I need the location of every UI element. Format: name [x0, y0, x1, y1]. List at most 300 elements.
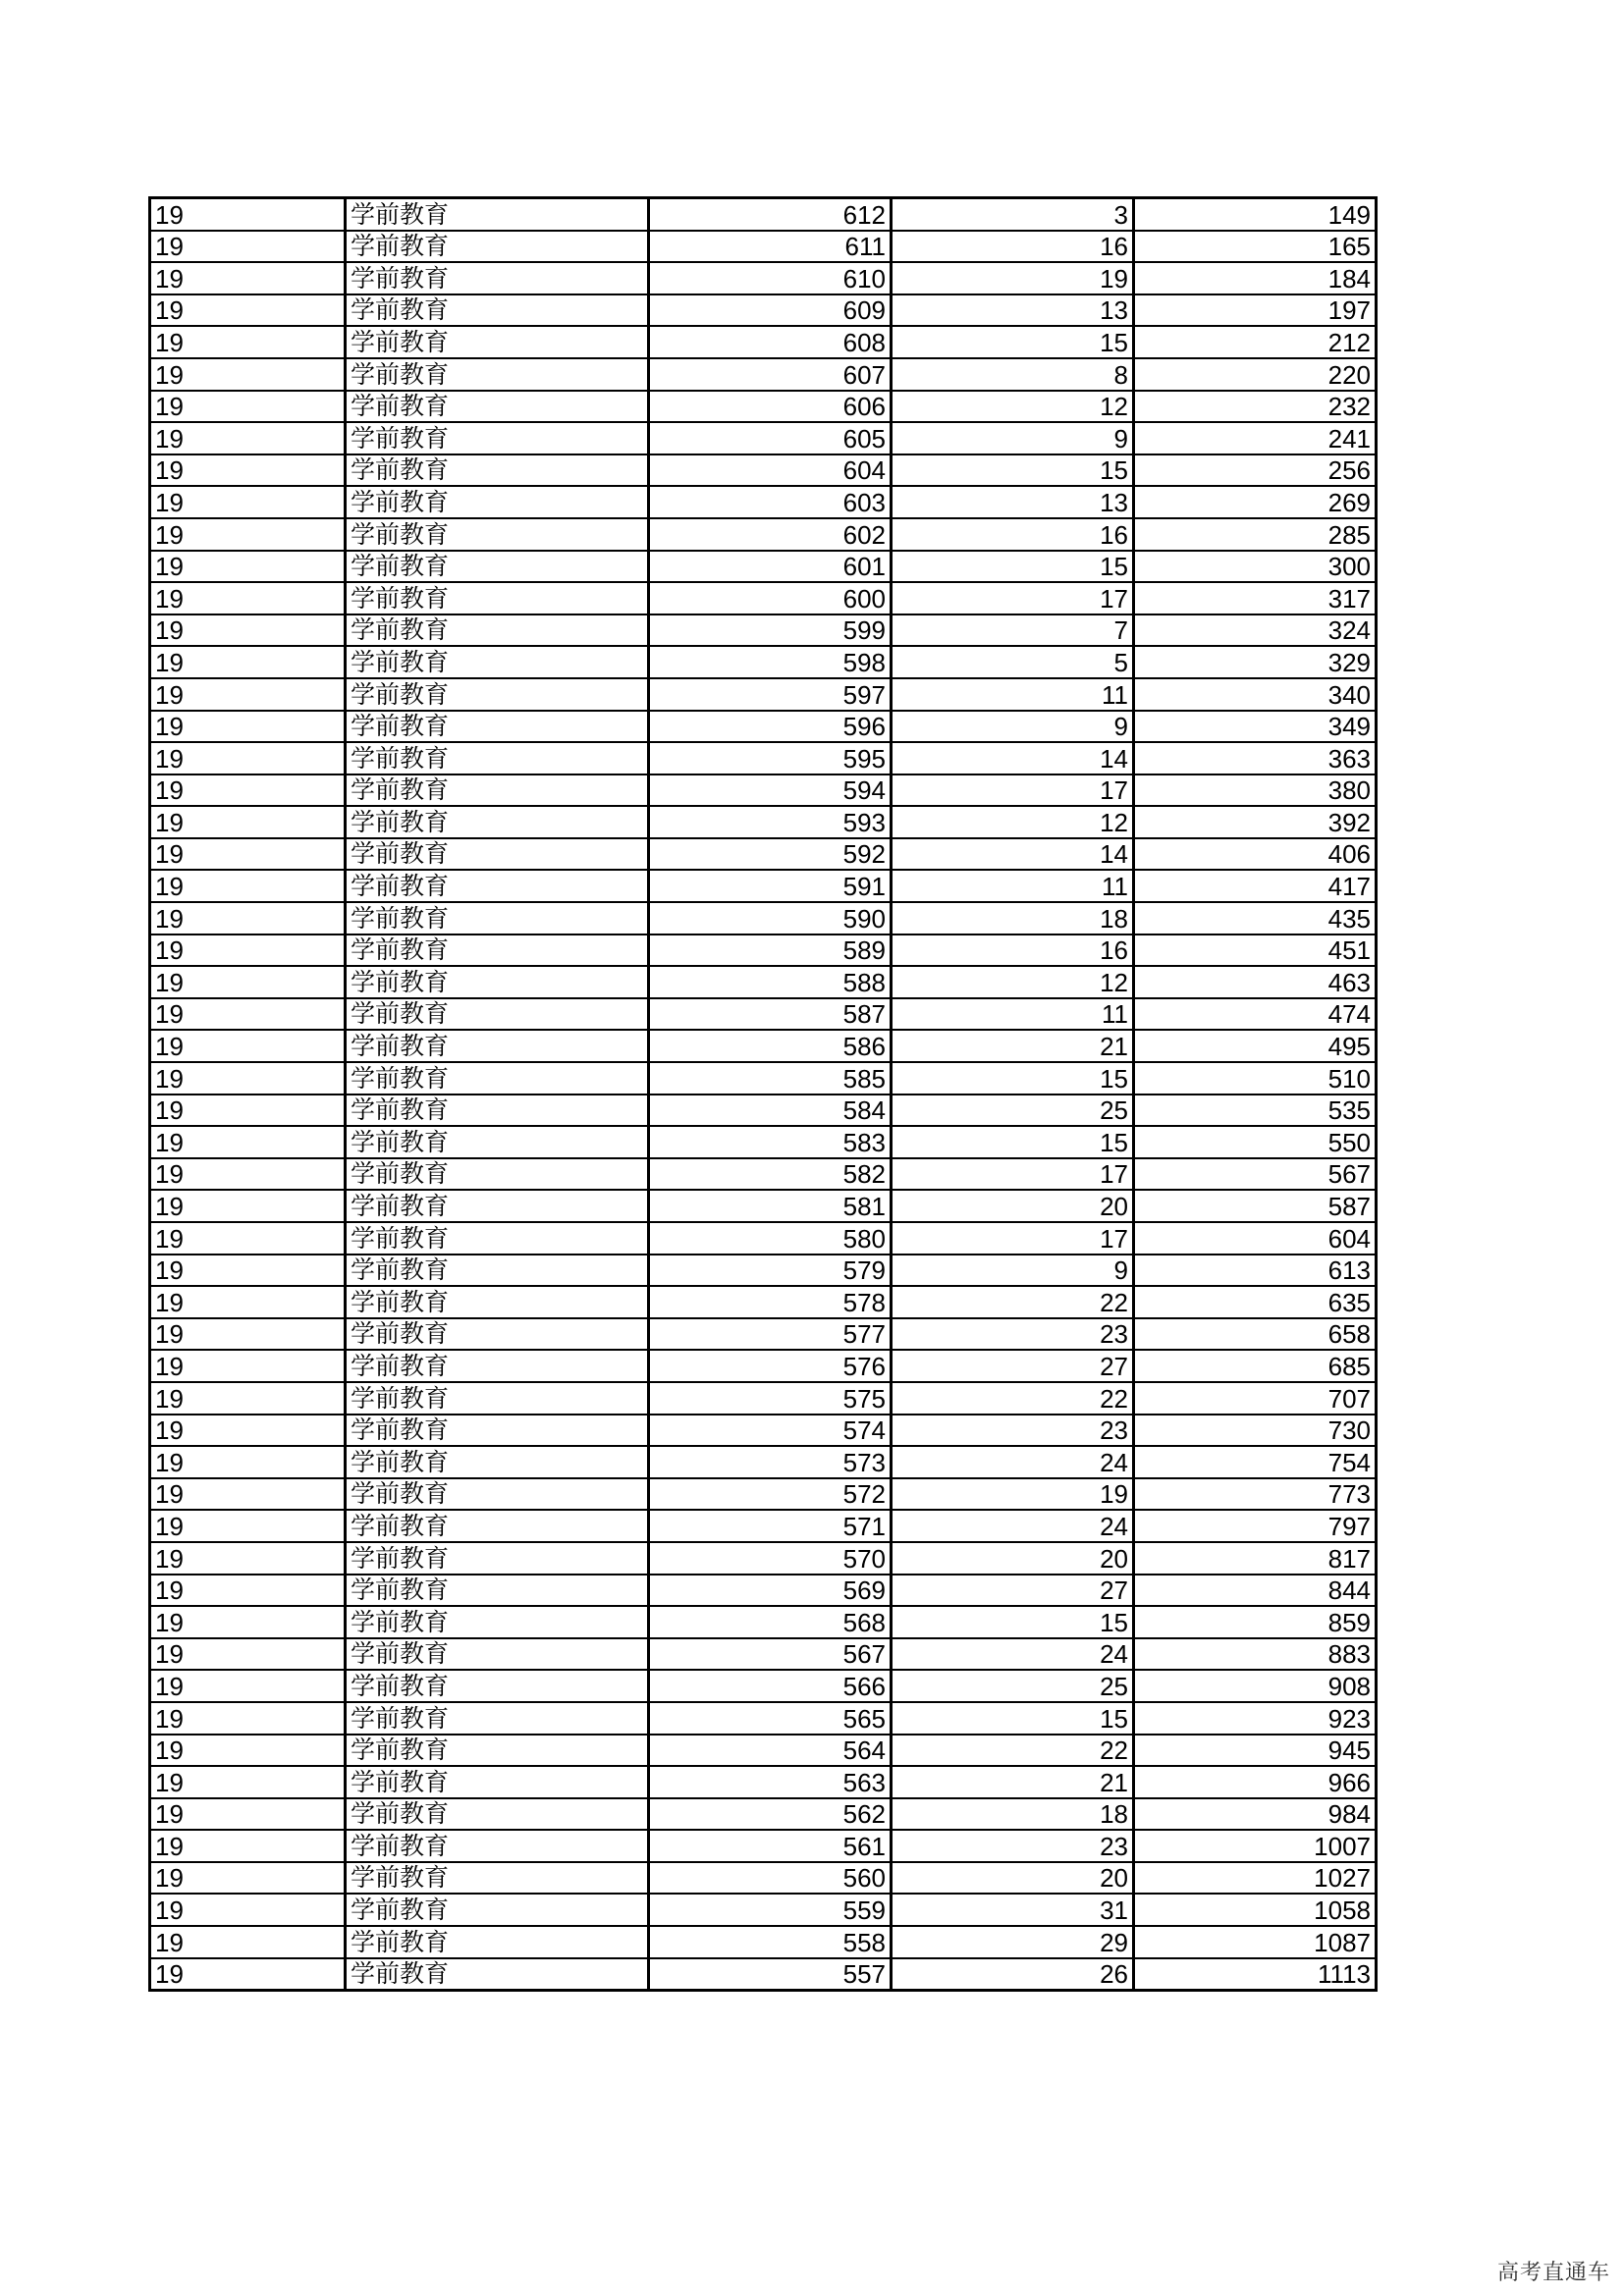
table-row — [150, 454, 1377, 487]
table-row — [150, 1030, 1377, 1062]
score-cell: 572 — [649, 1478, 892, 1511]
score-cell: 587 — [649, 998, 892, 1031]
table-row — [150, 1735, 1377, 1767]
count-cell: 18 — [892, 902, 1134, 934]
count-cell: 15 — [892, 1606, 1134, 1638]
subject-code-cell: 19 — [150, 1926, 346, 1958]
score-cell: 565 — [649, 1702, 892, 1735]
table-row — [150, 1318, 1377, 1351]
subject-code-cell: 19 — [150, 391, 346, 423]
major-name-cell: 学前教育 — [346, 231, 649, 263]
table-row — [150, 294, 1377, 327]
major-name-cell: 学前教育 — [346, 518, 649, 551]
cumulative-count-cell: 184 — [1134, 262, 1377, 294]
score-cell: 600 — [649, 582, 892, 614]
table-row — [150, 966, 1377, 998]
cumulative-count-cell: 349 — [1134, 711, 1377, 743]
subject-code-cell: 19 — [150, 742, 346, 774]
table-row — [150, 1638, 1377, 1671]
table-row — [150, 1158, 1377, 1191]
cumulative-count-cell: 658 — [1134, 1318, 1377, 1351]
major-name-cell: 学前教育 — [346, 1894, 649, 1926]
table-row — [150, 1894, 1377, 1926]
major-name-cell: 学前教育 — [346, 902, 649, 934]
major-name-cell: 学前教育 — [346, 1766, 649, 1798]
major-name-cell: 学前教育 — [346, 422, 649, 454]
major-name-cell: 学前教育 — [346, 1478, 649, 1511]
cumulative-count-cell: 463 — [1134, 966, 1377, 998]
score-cell: 568 — [649, 1606, 892, 1638]
score-cell: 595 — [649, 742, 892, 774]
cumulative-count-cell: 220 — [1134, 358, 1377, 391]
cumulative-count-cell: 966 — [1134, 1766, 1377, 1798]
major-name-cell: 学前教育 — [346, 1190, 649, 1222]
cumulative-count-cell: 241 — [1134, 422, 1377, 454]
subject-code-cell: 19 — [150, 198, 346, 231]
subject-code-cell: 19 — [150, 1542, 346, 1575]
major-name-cell: 学前教育 — [346, 1670, 649, 1702]
major-name-cell: 学前教育 — [346, 262, 649, 294]
count-cell: 24 — [892, 1510, 1134, 1542]
cumulative-count-cell: 797 — [1134, 1510, 1377, 1542]
subject-code-cell: 19 — [150, 1798, 346, 1831]
score-cell: 599 — [649, 614, 892, 647]
count-cell: 22 — [892, 1735, 1134, 1767]
table-row — [150, 806, 1377, 838]
major-name-cell: 学前教育 — [346, 1958, 649, 1991]
subject-code-cell: 19 — [150, 934, 346, 967]
subject-code-cell: 19 — [150, 1415, 346, 1447]
cumulative-count-cell: 945 — [1134, 1735, 1377, 1767]
subject-code-cell: 19 — [150, 1702, 346, 1735]
table-row — [150, 838, 1377, 871]
subject-code-cell: 19 — [150, 1606, 346, 1638]
cumulative-count-cell: 1007 — [1134, 1830, 1377, 1862]
table-row — [150, 391, 1377, 423]
score-cell: 597 — [649, 678, 892, 711]
subject-code-cell: 19 — [150, 1446, 346, 1478]
subject-code-cell: 19 — [150, 1350, 346, 1382]
major-name-cell: 学前教育 — [346, 1350, 649, 1382]
cumulative-count-cell: 300 — [1134, 551, 1377, 583]
score-cell: 612 — [649, 198, 892, 231]
table-row — [150, 422, 1377, 454]
major-name-cell: 学前教育 — [346, 1638, 649, 1671]
subject-code-cell: 19 — [150, 582, 346, 614]
table-row — [150, 551, 1377, 583]
subject-code-cell: 19 — [150, 1478, 346, 1511]
major-name-cell: 学前教育 — [346, 1702, 649, 1735]
table-row — [150, 1062, 1377, 1095]
count-cell: 14 — [892, 742, 1134, 774]
table-row — [150, 678, 1377, 711]
cumulative-count-cell: 212 — [1134, 326, 1377, 358]
subject-code-cell: 19 — [150, 1286, 346, 1318]
major-name-cell: 学前教育 — [346, 551, 649, 583]
count-cell: 15 — [892, 454, 1134, 487]
subject-code-cell: 19 — [150, 870, 346, 902]
cumulative-count-cell: 165 — [1134, 231, 1377, 263]
cumulative-count-cell: 1113 — [1134, 1958, 1377, 1991]
subject-code-cell: 19 — [150, 838, 346, 871]
score-cell: 596 — [649, 711, 892, 743]
score-cell: 557 — [649, 1958, 892, 1991]
count-cell: 17 — [892, 1158, 1134, 1191]
score-cell: 605 — [649, 422, 892, 454]
major-name-cell: 学前教育 — [346, 1286, 649, 1318]
cumulative-count-cell: 285 — [1134, 518, 1377, 551]
cumulative-count-cell: 329 — [1134, 646, 1377, 678]
count-cell: 17 — [892, 1222, 1134, 1255]
table-row — [150, 1830, 1377, 1862]
cumulative-count-cell: 550 — [1134, 1126, 1377, 1158]
subject-code-cell: 19 — [150, 614, 346, 647]
table-row — [150, 870, 1377, 902]
count-cell: 15 — [892, 1702, 1134, 1735]
subject-code-cell: 19 — [150, 806, 346, 838]
table-row — [150, 1478, 1377, 1511]
cumulative-count-cell: 567 — [1134, 1158, 1377, 1191]
subject-code-cell: 19 — [150, 1575, 346, 1607]
subject-code-cell: 19 — [150, 902, 346, 934]
major-name-cell: 学前教育 — [346, 1830, 649, 1862]
count-cell: 11 — [892, 870, 1134, 902]
count-cell: 14 — [892, 838, 1134, 871]
subject-code-cell: 19 — [150, 1030, 346, 1062]
table-row — [150, 326, 1377, 358]
score-cell: 562 — [649, 1798, 892, 1831]
table-row — [150, 1255, 1377, 1287]
table-row — [150, 742, 1377, 774]
score-cell: 604 — [649, 454, 892, 487]
major-name-cell: 学前教育 — [346, 1095, 649, 1127]
cumulative-count-cell: 1058 — [1134, 1894, 1377, 1926]
count-cell: 16 — [892, 231, 1134, 263]
score-cell: 577 — [649, 1318, 892, 1351]
subject-code-cell: 19 — [150, 326, 346, 358]
count-cell: 12 — [892, 966, 1134, 998]
table-row — [150, 1350, 1377, 1382]
major-name-cell: 学前教育 — [346, 806, 649, 838]
score-cell: 574 — [649, 1415, 892, 1447]
subject-code-cell: 19 — [150, 1638, 346, 1671]
cumulative-count-cell: 707 — [1134, 1382, 1377, 1415]
count-cell: 21 — [892, 1766, 1134, 1798]
subject-code-cell: 19 — [150, 1862, 346, 1895]
score-cell: 602 — [649, 518, 892, 551]
count-cell: 12 — [892, 391, 1134, 423]
count-cell: 27 — [892, 1575, 1134, 1607]
cumulative-count-cell: 613 — [1134, 1255, 1377, 1287]
score-cell: 598 — [649, 646, 892, 678]
subject-code-cell: 19 — [150, 1318, 346, 1351]
score-cell: 603 — [649, 486, 892, 518]
score-cell: 573 — [649, 1446, 892, 1478]
major-name-cell: 学前教育 — [346, 326, 649, 358]
major-name-cell: 学前教育 — [346, 1158, 649, 1191]
major-name-cell: 学前教育 — [346, 1030, 649, 1062]
table-row — [150, 998, 1377, 1031]
count-cell: 12 — [892, 806, 1134, 838]
cumulative-count-cell: 535 — [1134, 1095, 1377, 1127]
major-name-cell: 学前教育 — [346, 1415, 649, 1447]
major-name-cell: 学前教育 — [346, 774, 649, 807]
table-row — [150, 1766, 1377, 1798]
cumulative-count-cell: 256 — [1134, 454, 1377, 487]
table-row — [150, 198, 1377, 231]
major-name-cell: 学前教育 — [346, 1222, 649, 1255]
table-row — [150, 1926, 1377, 1958]
major-name-cell: 学前教育 — [346, 934, 649, 967]
cumulative-count-cell: 604 — [1134, 1222, 1377, 1255]
major-name-cell: 学前教育 — [346, 1862, 649, 1895]
major-name-cell: 学前教育 — [346, 1798, 649, 1831]
cumulative-count-cell: 817 — [1134, 1542, 1377, 1575]
subject-code-cell: 19 — [150, 454, 346, 487]
cumulative-count-cell: 435 — [1134, 902, 1377, 934]
table-row — [150, 1798, 1377, 1831]
subject-code-cell: 19 — [150, 1766, 346, 1798]
subject-code-cell: 19 — [150, 231, 346, 263]
count-cell: 9 — [892, 711, 1134, 743]
major-name-cell: 学前教育 — [346, 1126, 649, 1158]
table-row — [150, 1190, 1377, 1222]
count-cell: 23 — [892, 1415, 1134, 1447]
major-name-cell: 学前教育 — [346, 838, 649, 871]
score-cell: 593 — [649, 806, 892, 838]
count-cell: 25 — [892, 1670, 1134, 1702]
cumulative-count-cell: 844 — [1134, 1575, 1377, 1607]
table-row — [150, 1222, 1377, 1255]
table-row — [150, 1510, 1377, 1542]
table-row — [150, 231, 1377, 263]
subject-code-cell: 19 — [150, 1670, 346, 1702]
count-cell: 24 — [892, 1446, 1134, 1478]
cumulative-count-cell: 406 — [1134, 838, 1377, 871]
cumulative-count-cell: 269 — [1134, 486, 1377, 518]
count-cell: 7 — [892, 614, 1134, 647]
count-cell: 15 — [892, 326, 1134, 358]
cumulative-count-cell: 773 — [1134, 1478, 1377, 1511]
score-cell: 592 — [649, 838, 892, 871]
score-cell: 561 — [649, 1830, 892, 1862]
count-cell: 20 — [892, 1190, 1134, 1222]
subject-code-cell: 19 — [150, 1958, 346, 1991]
table-row — [150, 518, 1377, 551]
subject-code-cell: 19 — [150, 774, 346, 807]
score-cell: 575 — [649, 1382, 892, 1415]
score-cell: 594 — [649, 774, 892, 807]
table-row — [150, 1126, 1377, 1158]
major-name-cell: 学前教育 — [346, 1446, 649, 1478]
table-row — [150, 711, 1377, 743]
cumulative-count-cell: 392 — [1134, 806, 1377, 838]
score-cell: 564 — [649, 1735, 892, 1767]
cumulative-count-cell: 730 — [1134, 1415, 1377, 1447]
cumulative-count-cell: 984 — [1134, 1798, 1377, 1831]
count-cell: 3 — [892, 198, 1134, 231]
score-table — [148, 196, 1378, 1992]
count-cell: 24 — [892, 1638, 1134, 1671]
cumulative-count-cell: 495 — [1134, 1030, 1377, 1062]
cumulative-count-cell: 324 — [1134, 614, 1377, 647]
major-name-cell: 学前教育 — [346, 742, 649, 774]
score-cell: 559 — [649, 1894, 892, 1926]
subject-code-cell: 19 — [150, 1510, 346, 1542]
count-cell: 9 — [892, 1255, 1134, 1287]
table-row — [150, 1670, 1377, 1702]
cumulative-count-cell: 417 — [1134, 870, 1377, 902]
subject-code-cell: 19 — [150, 262, 346, 294]
table-row — [150, 1702, 1377, 1735]
subject-code-cell: 19 — [150, 294, 346, 327]
major-name-cell: 学前教育 — [346, 870, 649, 902]
major-name-cell: 学前教育 — [346, 1735, 649, 1767]
major-name-cell: 学前教育 — [346, 1926, 649, 1958]
score-cell: 588 — [649, 966, 892, 998]
table-row — [150, 262, 1377, 294]
subject-code-cell: 19 — [150, 1158, 346, 1191]
score-cell: 586 — [649, 1030, 892, 1062]
major-name-cell: 学前教育 — [346, 711, 649, 743]
count-cell: 22 — [892, 1382, 1134, 1415]
major-name-cell: 学前教育 — [346, 582, 649, 614]
cumulative-count-cell: 380 — [1134, 774, 1377, 807]
cumulative-count-cell: 1087 — [1134, 1926, 1377, 1958]
major-name-cell: 学前教育 — [346, 358, 649, 391]
count-cell: 13 — [892, 294, 1134, 327]
score-cell: 578 — [649, 1286, 892, 1318]
score-cell: 571 — [649, 1510, 892, 1542]
count-cell: 22 — [892, 1286, 1134, 1318]
score-cell: 606 — [649, 391, 892, 423]
score-table-body — [150, 198, 1377, 1991]
subject-code-cell: 19 — [150, 518, 346, 551]
table-row — [150, 358, 1377, 391]
table-row — [150, 1415, 1377, 1447]
score-cell: 601 — [649, 551, 892, 583]
subject-code-cell: 19 — [150, 1255, 346, 1287]
score-cell: 580 — [649, 1222, 892, 1255]
subject-code-cell: 19 — [150, 1126, 346, 1158]
cumulative-count-cell: 1027 — [1134, 1862, 1377, 1895]
count-cell: 16 — [892, 518, 1134, 551]
major-name-cell: 学前教育 — [346, 1382, 649, 1415]
count-cell: 16 — [892, 934, 1134, 967]
count-cell: 8 — [892, 358, 1134, 391]
count-cell: 19 — [892, 262, 1134, 294]
score-cell: 610 — [649, 262, 892, 294]
score-cell: 585 — [649, 1062, 892, 1095]
cumulative-count-cell: 340 — [1134, 678, 1377, 711]
table-row — [150, 486, 1377, 518]
cumulative-count-cell: 149 — [1134, 198, 1377, 231]
score-cell: 558 — [649, 1926, 892, 1958]
major-name-cell: 学前教育 — [346, 294, 649, 327]
count-cell: 20 — [892, 1862, 1134, 1895]
count-cell: 15 — [892, 1062, 1134, 1095]
table-row — [150, 1446, 1377, 1478]
count-cell: 27 — [892, 1350, 1134, 1382]
table-row — [150, 1382, 1377, 1415]
count-cell: 13 — [892, 486, 1134, 518]
subject-code-cell: 19 — [150, 1190, 346, 1222]
score-cell: 584 — [649, 1095, 892, 1127]
count-cell: 29 — [892, 1926, 1134, 1958]
cumulative-count-cell: 883 — [1134, 1638, 1377, 1671]
subject-code-cell: 19 — [150, 998, 346, 1031]
score-cell: 609 — [649, 294, 892, 327]
count-cell: 17 — [892, 774, 1134, 807]
score-cell: 560 — [649, 1862, 892, 1895]
subject-code-cell: 19 — [150, 1830, 346, 1862]
subject-code-cell: 19 — [150, 486, 346, 518]
score-cell: 567 — [649, 1638, 892, 1671]
major-name-cell: 学前教育 — [346, 198, 649, 231]
table-row — [150, 1862, 1377, 1895]
subject-code-cell: 19 — [150, 711, 346, 743]
subject-code-cell: 19 — [150, 966, 346, 998]
count-cell: 5 — [892, 646, 1134, 678]
score-cell: 569 — [649, 1575, 892, 1607]
cumulative-count-cell: 197 — [1134, 294, 1377, 327]
count-cell: 19 — [892, 1478, 1134, 1511]
subject-code-cell: 19 — [150, 1095, 346, 1127]
major-name-cell: 学前教育 — [346, 1575, 649, 1607]
table-row — [150, 934, 1377, 967]
count-cell: 15 — [892, 1126, 1134, 1158]
count-cell: 15 — [892, 551, 1134, 583]
count-cell: 23 — [892, 1318, 1134, 1351]
count-cell: 25 — [892, 1095, 1134, 1127]
subject-code-cell: 19 — [150, 1062, 346, 1095]
subject-code-cell: 19 — [150, 1735, 346, 1767]
subject-code-cell: 19 — [150, 646, 346, 678]
score-cell: 582 — [649, 1158, 892, 1191]
score-cell: 591 — [649, 870, 892, 902]
cumulative-count-cell: 635 — [1134, 1286, 1377, 1318]
subject-code-cell: 19 — [150, 1222, 346, 1255]
cumulative-count-cell: 363 — [1134, 742, 1377, 774]
table-row — [150, 1958, 1377, 1991]
major-name-cell: 学前教育 — [346, 1606, 649, 1638]
major-name-cell: 学前教育 — [346, 1542, 649, 1575]
count-cell: 11 — [892, 998, 1134, 1031]
cumulative-count-cell: 317 — [1134, 582, 1377, 614]
score-cell: 566 — [649, 1670, 892, 1702]
score-cell: 608 — [649, 326, 892, 358]
table-row — [150, 1286, 1377, 1318]
major-name-cell: 学前教育 — [346, 486, 649, 518]
subject-code-cell: 19 — [150, 1382, 346, 1415]
cumulative-count-cell: 232 — [1134, 391, 1377, 423]
count-cell: 17 — [892, 582, 1134, 614]
watermark-text: 高考直通车 — [1496, 2261, 1610, 2285]
table-row — [150, 582, 1377, 614]
cumulative-count-cell: 859 — [1134, 1606, 1377, 1638]
table-row — [150, 646, 1377, 678]
cumulative-count-cell: 754 — [1134, 1446, 1377, 1478]
subject-code-cell: 19 — [150, 358, 346, 391]
score-cell: 579 — [649, 1255, 892, 1287]
count-cell: 9 — [892, 422, 1134, 454]
major-name-cell: 学前教育 — [346, 646, 649, 678]
score-cell: 581 — [649, 1190, 892, 1222]
cumulative-count-cell: 510 — [1134, 1062, 1377, 1095]
table-row — [150, 774, 1377, 807]
table-row — [150, 1606, 1377, 1638]
score-cell: 589 — [649, 934, 892, 967]
